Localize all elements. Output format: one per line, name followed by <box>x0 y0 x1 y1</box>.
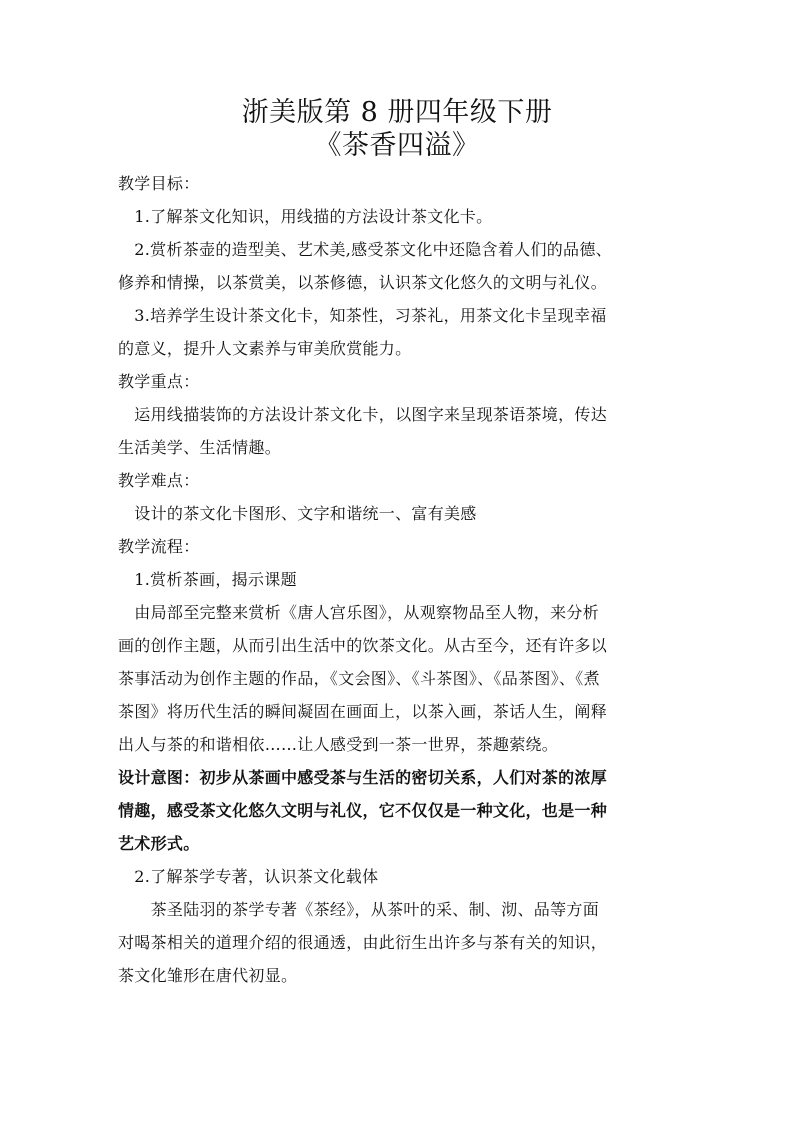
paragraph-line: 茶圣陆羽的茶学专著《茶经》，从茶叶的采、制、沏、品等方面 <box>118 900 600 919</box>
section-heading-key-points: 教学重点： <box>118 372 200 391</box>
paragraph-line: 1.赏析茶画，揭示课题 <box>118 570 297 589</box>
paragraph-line: 的意义，提升人文素养与审美欣赏能力。 <box>118 339 412 358</box>
design-intent-line: 情趣，感受茶文化悠久文明与礼仪，它不仅仅是一种文化，也是一种 <box>118 801 608 820</box>
paragraph-line: 修养和情操，以茶赏美，以茶修德，认识茶文化悠久的文明与礼仪。 <box>118 273 608 292</box>
paragraph-line: 3.培养学生设计茶文化卡，知茶性，习茶礼，用茶文化卡呈现幸福 <box>118 306 607 325</box>
design-intent-line: 设计意图：初步从茶画中感受茶与生活的密切关系，人们对茶的浓厚 <box>118 768 608 787</box>
paragraph-line: 2.了解茶学专著，认识茶文化载体 <box>118 867 379 886</box>
document-title: 浙美版第 8 册四年级下册 <box>241 97 553 128</box>
paragraph-line: 运用线描装饰的方法设计茶文化卡，以图字来呈现茶语茶境，传达 <box>118 405 608 424</box>
paragraph-line: 茶图》将历代生活的瞬间凝固在画面上，以茶入画，茶话人生，阐释 <box>118 702 608 721</box>
lesson-title: 《茶香四溢》 <box>314 130 480 161</box>
section-heading-process: 教学流程： <box>118 537 200 556</box>
paragraph-line: 生活美学、生活情趣。 <box>118 438 282 457</box>
design-intent-line: 艺术形式。 <box>118 834 200 853</box>
paragraph-line: 设计的茶文化卡图形、文字和谐统一、富有美感 <box>118 504 477 523</box>
section-heading-objectives: 教学目标： <box>118 174 200 193</box>
paragraph-line: 茶事活动为创作主题的作品，《文会图》、《斗茶图》、《品茶图》、《煮 <box>118 669 600 688</box>
paragraph-line: 2.赏析茶壶的造型美、艺术美,感受茶文化中还隐含着人们的品德、 <box>118 240 612 259</box>
paragraph-line: 对喝茶相关的道理介绍的很通透，由此衍生出许多与茶有关的知识， <box>118 933 608 952</box>
paragraph-line: 1.了解茶文化知识，用线描的方法设计茶文化卡。 <box>118 207 493 226</box>
paragraph-line: 由局部至完整来赏析《唐人宫乐图》，从观察物品至人物，来分析 <box>118 603 600 622</box>
paragraph-line: 茶文化雏形在唐代初显。 <box>118 966 298 985</box>
paragraph-line: 出人与茶的和谐相依……让人感受到一茶一世界，茶趣萦绕。 <box>118 735 559 754</box>
section-heading-difficulties: 教学难点： <box>118 471 200 490</box>
paragraph-line: 画的创作主题，从而引出生活中的饮茶文化。从古至今，还有许多以 <box>118 636 608 655</box>
